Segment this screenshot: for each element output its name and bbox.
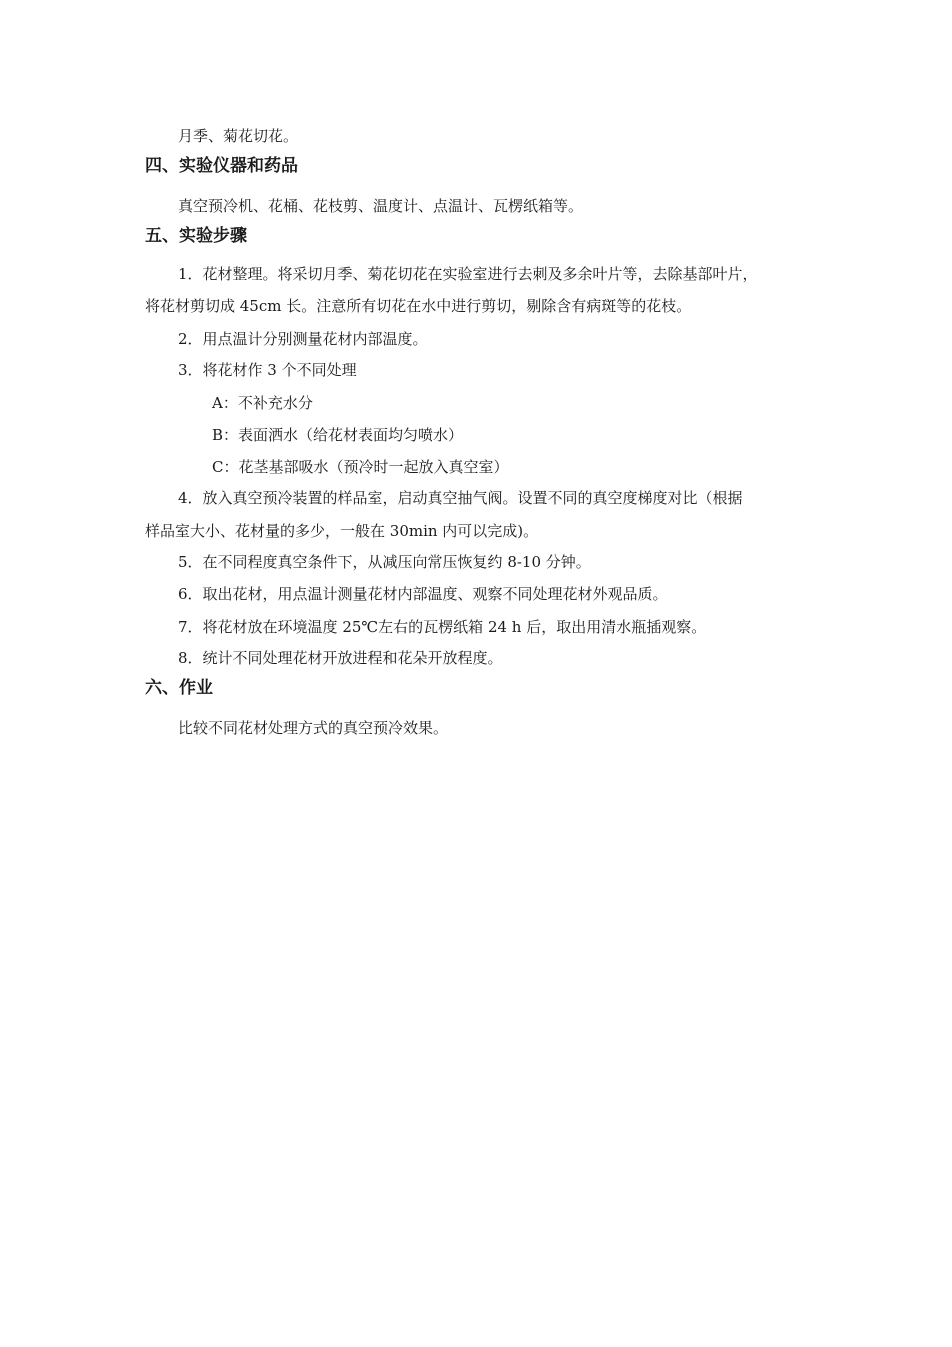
section-heading-homework: 六、作业 xyxy=(145,678,213,698)
equipment-text: 真空预冷机、花桶、花枝剪、温度计、点温计、瓦楞纸箱等。 xyxy=(178,197,584,215)
treatment-a: A：不补充水分 xyxy=(212,394,313,412)
step-4-line-1: 4．放入真空预冷装置的样品室，启动真空抽气阀。设置不同的真空度梯度对比（根据 xyxy=(178,489,743,507)
homework-text: 比较不同花材处理方式的真空预冷效果。 xyxy=(178,719,449,737)
step-1-line-1: 1．花材整理。将采切月季、菊花切花在实验室进行去刺及多余叶片等，去除基部叶片， xyxy=(178,265,758,283)
treatment-b: B：表面洒水（给花材表面均匀喷水） xyxy=(212,426,464,444)
intro-text: 月季、菊花切花。 xyxy=(178,127,299,145)
step-7: 7．将花材放在环境温度 25℃左右的瓦楞纸箱 24 h 后，取出用清水瓶插观察。 xyxy=(178,618,707,636)
step-5: 5．在不同程度真空条件下，从减压向常压恢复约 8-10 分钟。 xyxy=(178,553,591,571)
step-8: 8．统计不同处理花材开放进程和花朵开放程度。 xyxy=(178,649,503,667)
section-heading-steps: 五、实验步骤 xyxy=(145,226,247,246)
step-2: 2．用点温计分别测量花材内部温度。 xyxy=(178,330,428,348)
step-4-line-2: 样品室大小、花材量的多少，一般在 30min 内可以完成)。 xyxy=(145,522,539,540)
step-6: 6．取出花材，用点温计测量花材内部温度、观察不同处理花材外观品质。 xyxy=(178,585,668,603)
step-3: 3．将花材作 3 个不同处理 xyxy=(178,361,357,379)
step-1-line-2: 将花材剪切成 45cm 长。注意所有切花在水中进行剪切，剔除含有病斑等的花枝。 xyxy=(145,297,692,315)
section-heading-equipment: 四、实验仪器和药品 xyxy=(145,156,298,176)
treatment-c: C：花茎基部吸水（预冷时一起放入真空室） xyxy=(212,458,509,476)
